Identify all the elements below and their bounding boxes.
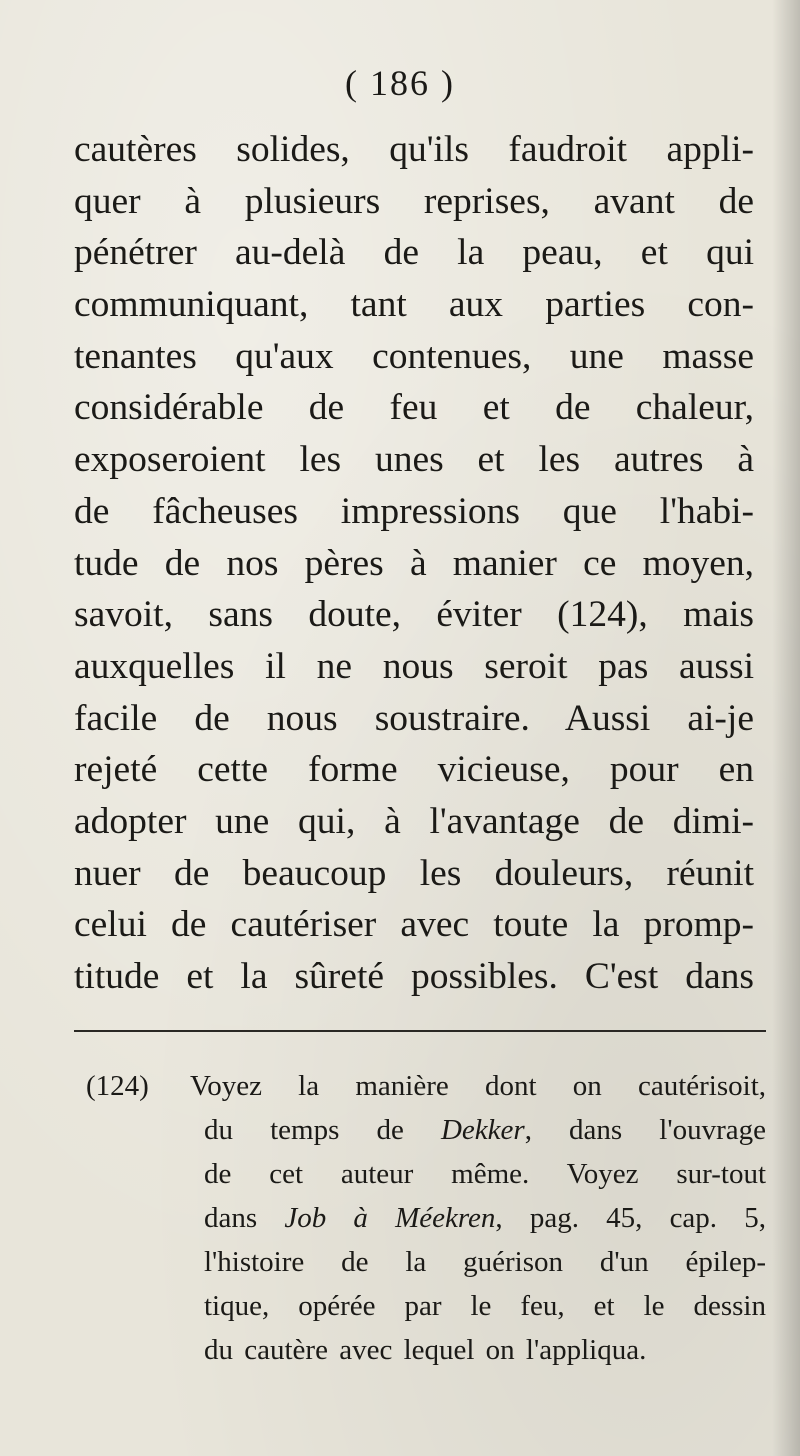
footnote-text: du cautère avec lequel on l'appliqua. xyxy=(204,1334,647,1366)
footnote-text: , pag. 45, cap. 5, xyxy=(495,1202,766,1234)
footnote-marker: (124) xyxy=(86,1070,149,1102)
text-line: exposeroient les unes et les autres à xyxy=(74,439,754,481)
text-line: tude de nos pères à manier ce moyen, xyxy=(74,542,754,584)
footnote-text: , dans l'ouvrage xyxy=(524,1114,766,1146)
footnote-line xyxy=(86,1240,766,1284)
text-line: de fâcheuses impressions que l'habi- xyxy=(74,490,754,532)
text-line: nuer de beaucoup les douleurs, réunit xyxy=(74,852,754,894)
footnote-italic-name: Job à Méekren xyxy=(284,1202,496,1234)
text-line: communiquant, tant aux parties con- xyxy=(74,284,754,326)
text-line: celui de cautériser avec toute la promp- xyxy=(74,904,754,946)
page-edge-shadow xyxy=(772,0,800,1456)
footnote-text: dans xyxy=(204,1202,285,1234)
footnote-divider xyxy=(74,1030,766,1032)
text-line: tenantes qu'aux contenues, une masse xyxy=(74,335,754,377)
text-line: cautères solides, qu'ils faudroit appli- xyxy=(74,129,754,170)
footnote-line xyxy=(86,1196,766,1240)
text-line: titude et la sûreté possibles. C'est dans xyxy=(74,956,754,997)
text-line: savoit, sans doute, éviter (124), mais xyxy=(74,594,754,636)
footnote-line xyxy=(86,1284,766,1328)
text-line: facile de nous soustraire. Aussi ai-je xyxy=(74,697,754,739)
footnote xyxy=(86,1064,766,1372)
text-line: considérable de feu et de chaleur, xyxy=(74,387,754,429)
footnote-text: Voyez la manière dont on cautérisoit, xyxy=(190,1070,766,1102)
text-line: pénétrer au-delà de la peau, et qui xyxy=(74,232,754,274)
footnote-text: de cet auteur même. Voyez sur-tout xyxy=(204,1158,766,1190)
footnote-line xyxy=(86,1328,766,1372)
text-line: auxquelles il ne nous seroit pas aussi xyxy=(74,645,754,687)
footnote-line xyxy=(86,1152,766,1196)
footnote-line xyxy=(86,1108,766,1152)
footnote-text: l'histoire de la guérison d'un épilep- xyxy=(204,1246,766,1278)
footnote-text: du temps de xyxy=(204,1114,441,1146)
text-line: rejeté cette forme vicieuse, pour en xyxy=(74,749,754,791)
main-text xyxy=(74,124,754,1003)
footnote-text: tique, opérée par le feu, et le dessin xyxy=(204,1290,766,1322)
text-line: quer à plusieurs reprises, avant de xyxy=(74,180,754,222)
footnote-line xyxy=(86,1064,766,1108)
footnote-italic-name: Dekker xyxy=(440,1114,525,1146)
page-number: ( 186 ) xyxy=(345,63,455,103)
text-line: adopter une qui, à l'avantage de dimi- xyxy=(74,800,754,842)
